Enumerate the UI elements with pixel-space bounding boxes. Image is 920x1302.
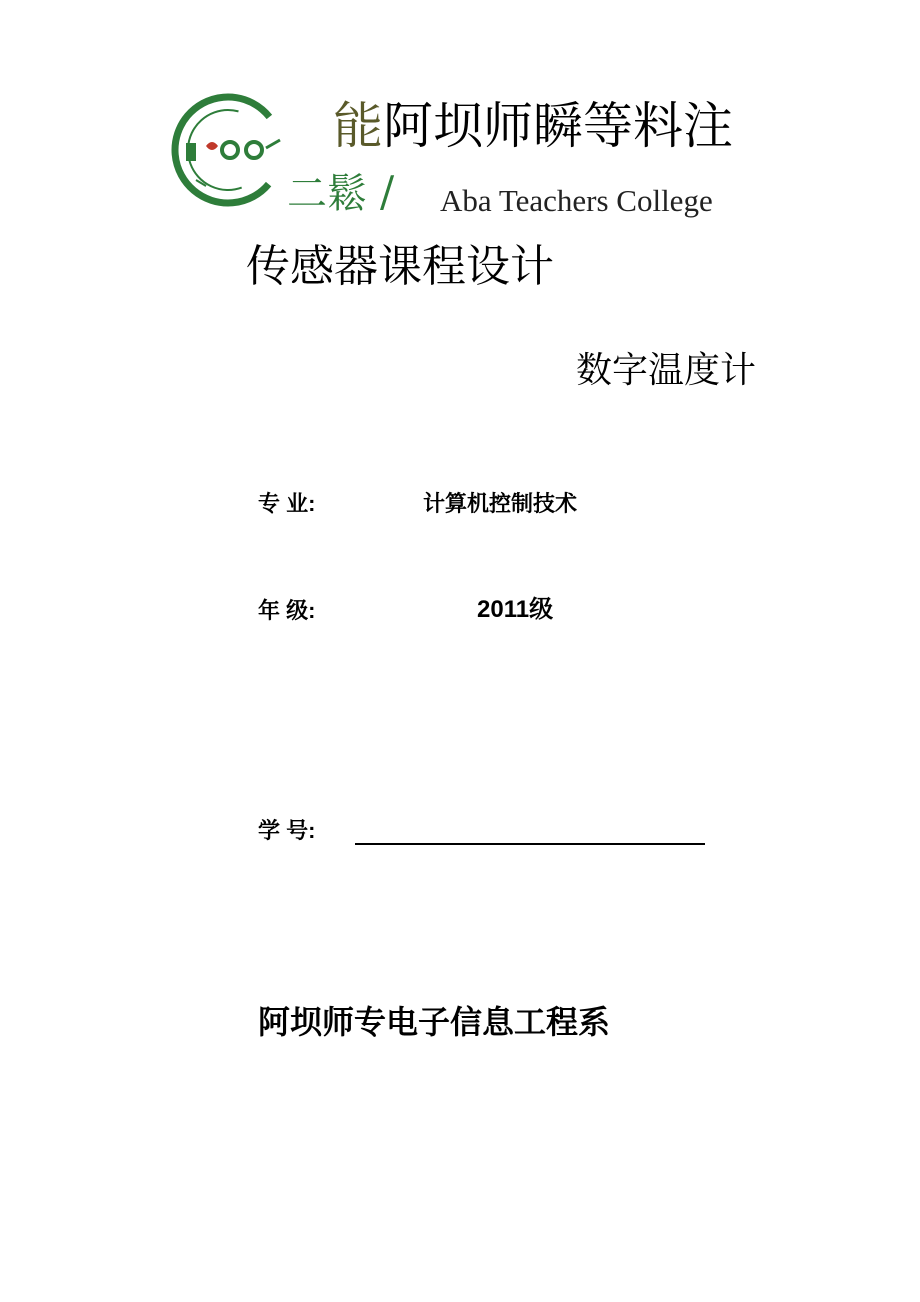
college-name-rest: 阿坝师瞬等料注	[383, 97, 733, 155]
major-value: 计算机控制技术	[423, 491, 578, 516]
logo-slash: /	[380, 167, 395, 216]
major-label: 专 业:	[258, 491, 316, 516]
student-id-blank-line	[355, 843, 705, 845]
grade-label: 年 级:	[258, 598, 316, 623]
college-seal-icon	[168, 88, 288, 213]
grade-value: 2011级	[477, 596, 554, 623]
college-motto-cn: 二鬆	[287, 171, 367, 217]
student-id-label: 学 号:	[258, 818, 316, 843]
department-name: 阿坝师专电子信息工程系	[258, 1004, 611, 1040]
college-name-first-char: 能	[333, 97, 383, 155]
document-subtitle: 数字温度计	[576, 350, 757, 391]
college-name-cn	[333, 96, 733, 156]
college-name-en: Aba Teachers College	[440, 183, 713, 218]
document-title: 传感器课程设计	[246, 241, 554, 292]
